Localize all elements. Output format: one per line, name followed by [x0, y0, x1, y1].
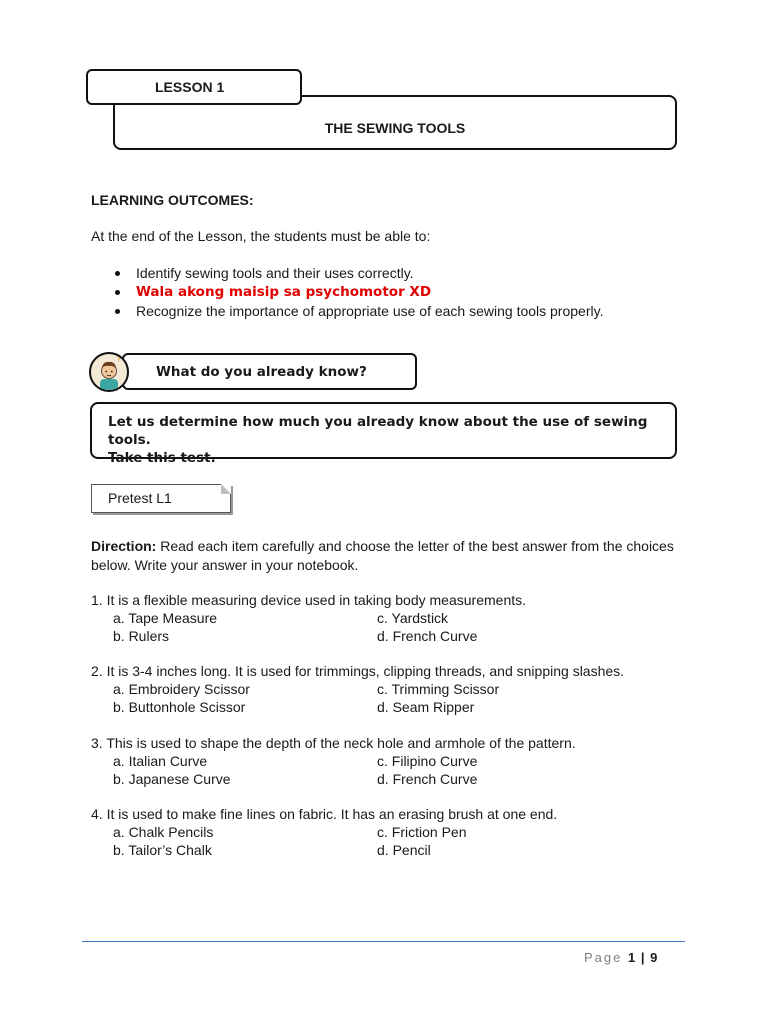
choice-a: a. Italian Curve: [113, 753, 208, 769]
choice-d: d. Seam Ripper: [377, 699, 475, 715]
choice-d: d. French Curve: [377, 628, 478, 644]
question-stem: 4. It is used to make fine lines on fabric. It has an erasing brush at one end.: [91, 806, 558, 822]
outcome-item: Recognize the importance of appropriate use of each sewing tools properly.: [113, 302, 603, 321]
page-number: [584, 950, 657, 965]
pretest-label: Pretest L1: [108, 490, 172, 506]
choice-b: b. Rulers: [113, 628, 170, 644]
outcome-item: Wala akong maisip sa psychomotor XD: [113, 283, 603, 302]
learning-outcomes-heading: LEARNING OUTCOMES:: [91, 192, 254, 208]
outcome-item: Identify sewing tools and their uses correctly.: [113, 264, 603, 283]
question-stem: 3. This is used to shape the depth of the neck hole and armhole of the pattern.: [91, 735, 576, 751]
pretest-label-box: [91, 484, 231, 513]
choice-d: d. French Curve: [377, 771, 478, 787]
choice-b: b. Tailor’s Chalk: [113, 842, 212, 858]
student-avatar-icon: [89, 352, 129, 392]
question-item: [91, 805, 691, 859]
choice-a: a. Embroidery Scissor: [113, 681, 250, 697]
direction-paragraph: [91, 537, 691, 575]
current-page: 1: [628, 950, 636, 965]
direction-label: Direction:: [91, 538, 157, 554]
question-stem: 1. It is a flexible measuring device used in taking body measurements.: [91, 592, 527, 608]
svg-text:?: ?: [117, 356, 121, 364]
lesson-number-tab: [86, 69, 302, 105]
choice-c: c. Filipino Curve: [377, 753, 478, 769]
footer-divider: [82, 941, 685, 942]
student-face-icon: [91, 354, 127, 390]
choice-b: b. Japanese Curve: [113, 771, 231, 787]
choice-b: b. Buttonhole Scissor: [113, 699, 246, 715]
page-word: Page: [584, 950, 623, 965]
prior-knowledge-heading: What do you already know?: [156, 363, 367, 380]
test-instruction-box: [90, 402, 677, 466]
test-instruction-line: Take this test.: [108, 450, 216, 466]
page-separator: |: [640, 950, 645, 965]
learning-outcomes-list: [113, 264, 603, 321]
lesson-title: THE SEWING TOOLS: [324, 119, 466, 136]
choice-a: a. Chalk Pencils: [113, 824, 214, 840]
prior-knowledge-heading-box: [122, 353, 417, 390]
question-item: [91, 591, 691, 645]
choice-d: d. Pencil: [377, 842, 431, 858]
choice-c: c. Friction Pen: [377, 824, 467, 840]
question-stem: 2. It is 3-4 inches long. It is used for trimmings, clipping threads, and snipping slashes.: [91, 663, 625, 679]
direction-text: Read each item carefully and choose the letter of the best answer from the choices below. Write your answer in your notebook.: [91, 538, 674, 573]
choice-c: c. Trimming Scissor: [377, 681, 500, 697]
total-pages: 9: [650, 950, 658, 965]
test-instruction-line: Let us determine how much you already know about the use of sewing tools.: [108, 414, 648, 448]
question-item: [91, 734, 691, 788]
question-item: [91, 662, 691, 716]
choice-a: a. Tape Measure: [113, 610, 218, 626]
choice-c: c. Yardstick: [377, 610, 449, 626]
lesson-number: LESSON 1: [155, 79, 225, 95]
learning-outcomes-intro: At the end of the Lesson, the students must be able to:: [91, 228, 431, 244]
